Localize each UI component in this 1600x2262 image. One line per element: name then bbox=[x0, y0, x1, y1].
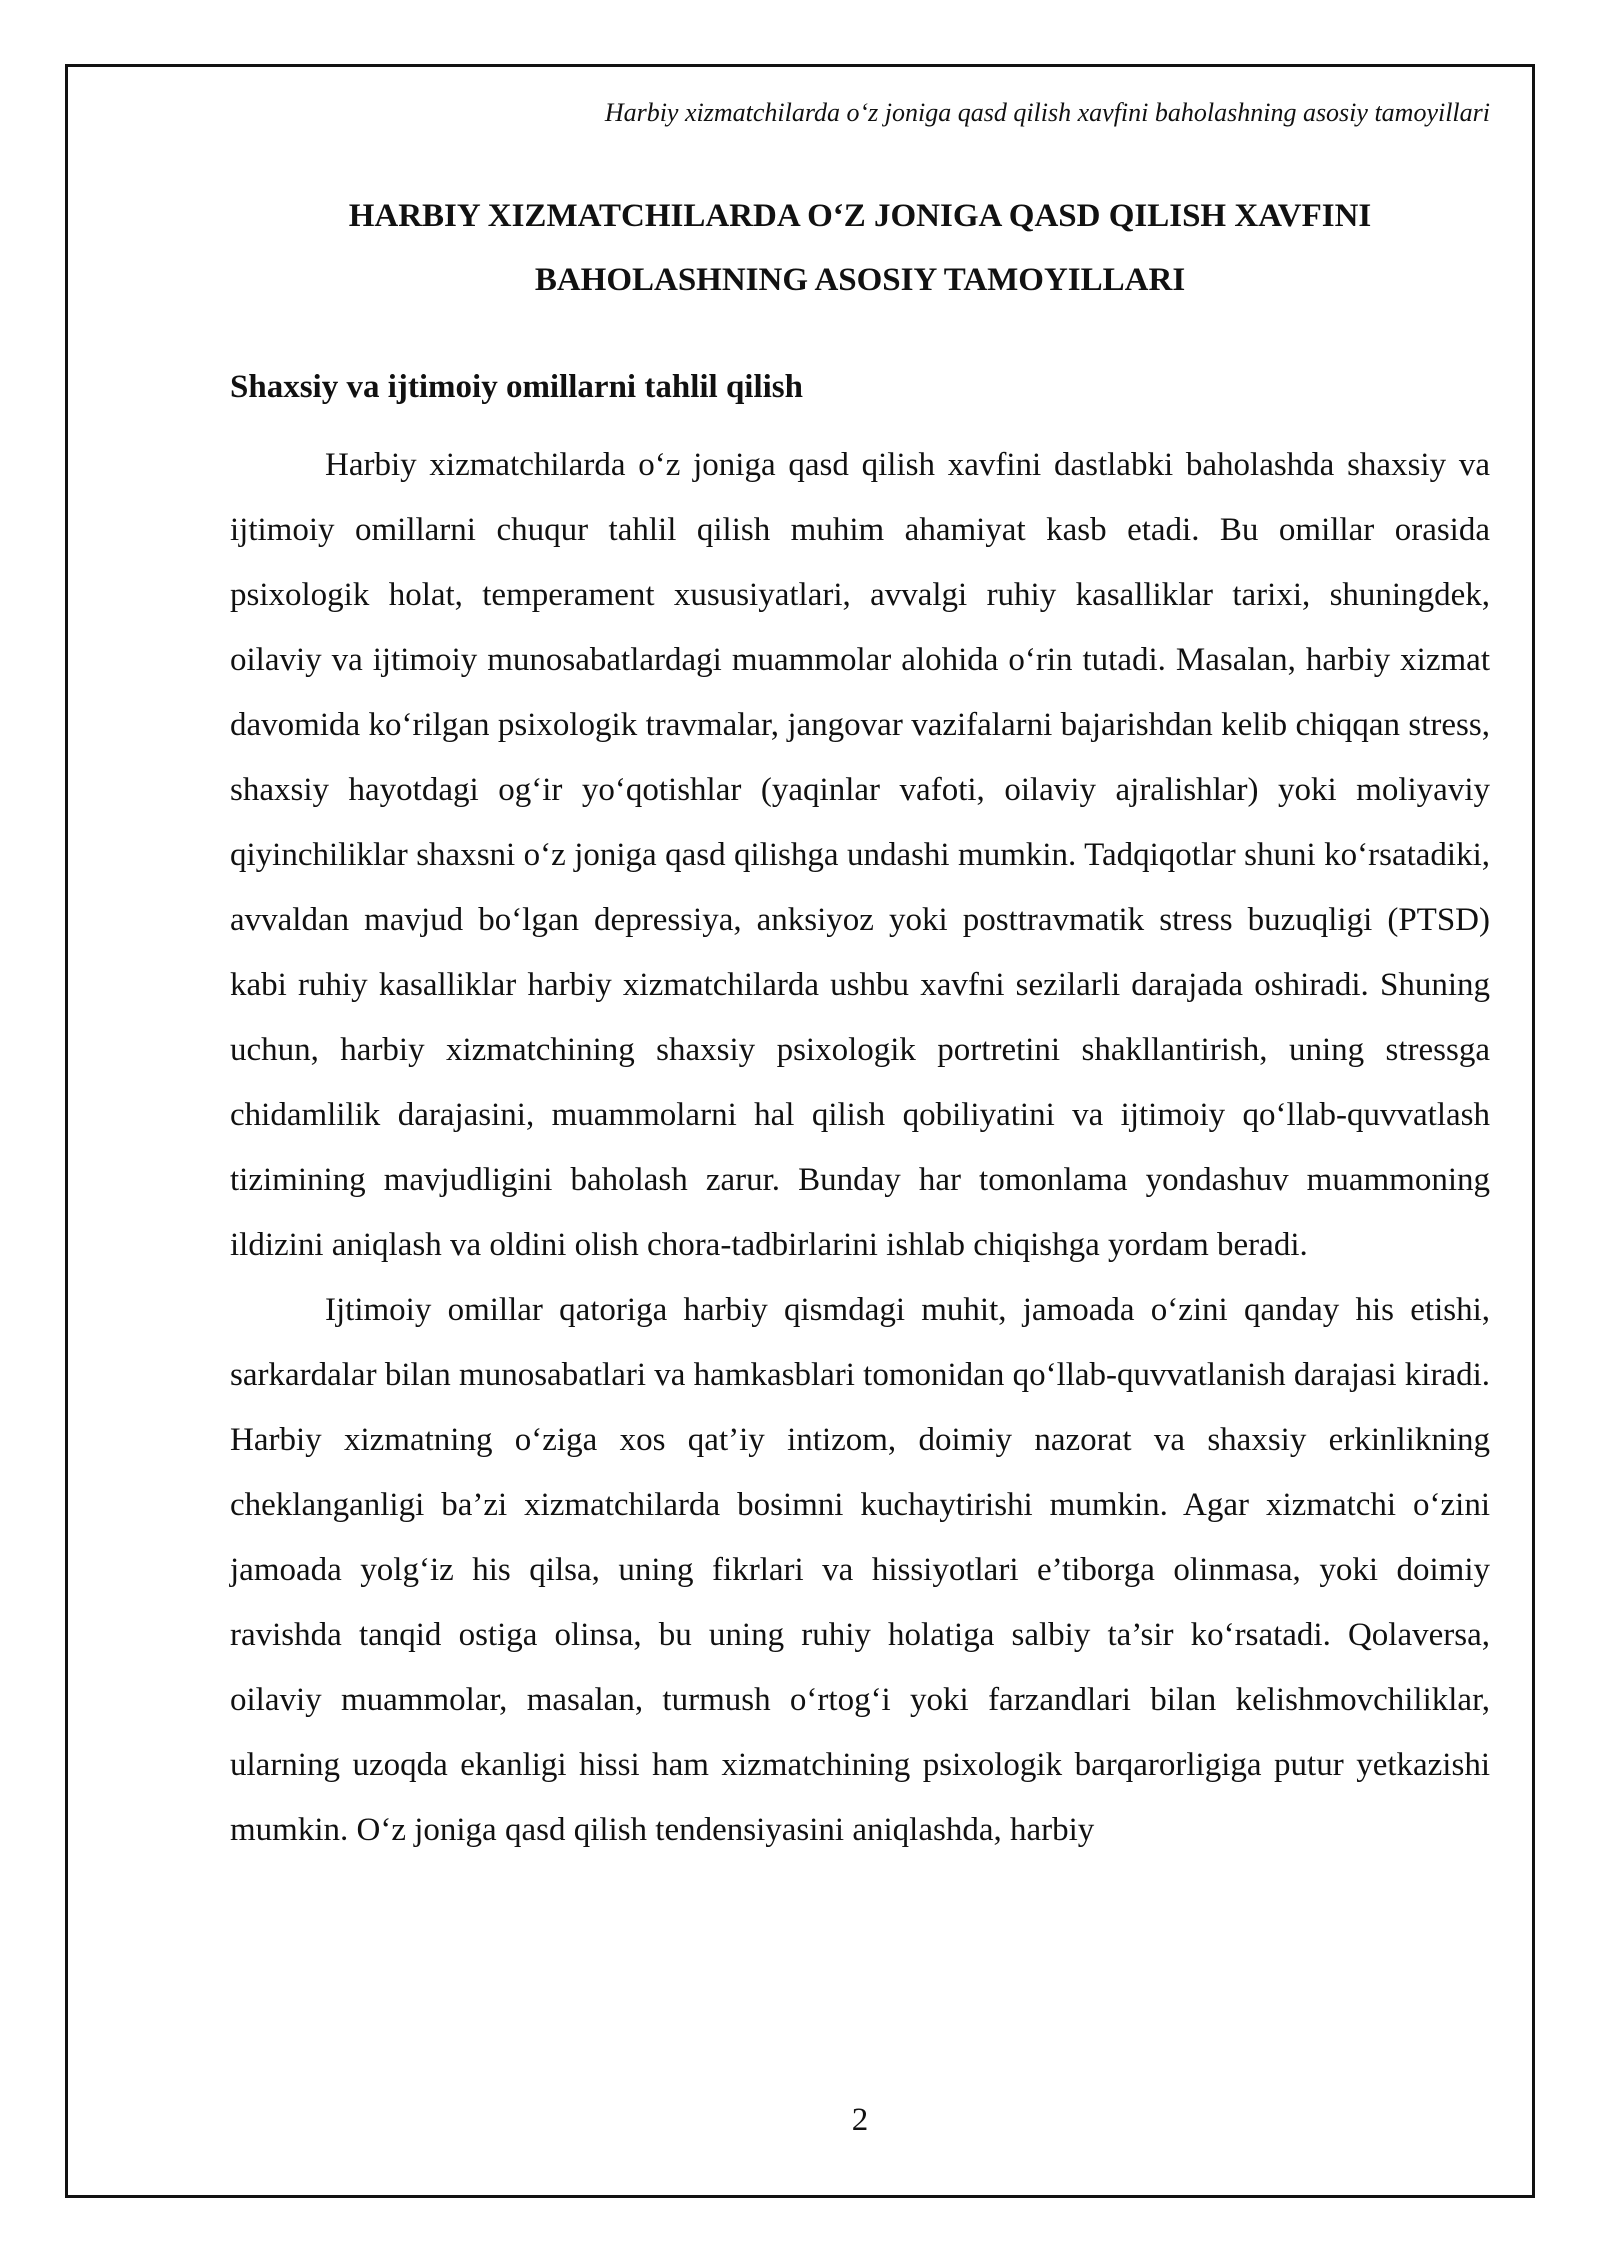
title-line-2: BAHOLASHNING ASOSIY TAMOYILLARI bbox=[534, 262, 1186, 298]
running-header: Harbiy xizmatchilarda o‘z joniga qasd qilish xavfini baholashning asosiy tamoyillari bbox=[604, 98, 1490, 127]
page-number: 2 bbox=[851, 2102, 869, 2138]
document-title bbox=[230, 184, 1490, 312]
paragraph-1: Harbiy xizmatchilarda o‘z joniga qasd qilish xavfini dastlabki baholashda shaxsiy va ijtimoiy omillarni chuqur tahlil qilish muhim ahamiyat kasb etadi. Bu omillar orasida psixologik holat, temperament xususiyatlari, avvalgi ruhiy kasalliklar tarixi, shuningdek, oilaviy va ijtimoiy munosabatlardagi muammolar alohida o‘rin tutadi. Masalan, harbiy xizmat davomida ko‘rilgan psixologik travmalar, jangovar vazifalarni bajarishdan kelib chiqqan stress, shaxsiy hayotdagi og‘ir yo‘qotishlar (yaqinlar vafoti, oilaviy ajralishlar) yoki moliyaviy qiyinchiliklar shaxsni o‘z joniga qasd qilishga undashi mumkin. Tadqiqotlar shuni ko‘rsatadiki, avvaldan mavjud bo‘lgan depressiya, anksiyoz yoki posttravmatik stress buzuqligi (PTSD) kabi ruhiy kasalliklar harbiy xizmatchilarda ushbu xavfni sezilarli darajada oshiradi. Shuning uchun, harbiy xizmatchining shaxsiy psixologik portretini shakllantirish, uning stressga chidamlilik darajasini, muammolarni hal qilish qobiliyatini va ijtimoiy qo‘llab-quvvatlash tizimining mavjudligini baholash zarur. Bunday har tomonlama yondashuv muammoning ildizini aniqlash va oldini olish chora-tadbirlarini ishlab chiqishga yordam beradi. bbox=[230, 447, 1490, 1263]
section-heading: Shaxsiy va ijtimoiy omillarni tahlil qilish bbox=[230, 369, 804, 405]
title-line-1: HARBIY XIZMATCHILARDA O‘Z JONIGA QASD QILISH XAVFINI bbox=[348, 198, 1372, 234]
body-text bbox=[230, 433, 1490, 1863]
paragraph-2: Ijtimoiy omillar qatoriga harbiy qismdagi muhit, jamoada o‘zini qanday his etishi, sarkardalar bilan munosabatlari va hamkasblari tomonidan qo‘llab-quvvatlanish darajasi kiradi. Harbiy xizmatning o‘ziga xos qat’iy intizom, doimiy nazorat va shaxsiy erkinlikning cheklanganligi ba’zi xizmatchilarda bosimni kuchaytirishi mumkin. Agar xizmatchi o‘zini jamoada yolg‘iz his qilsa, uning fikrlari va hissiyotlari e’tiborga olinmasa, yoki doimiy ravishda tanqid ostiga olinsa, bu uning ruhiy holatiga salbiy ta’sir ko‘rsatadi. Qolaversa, oilaviy muammolar, masalan, turmush o‘rtog‘i yoki farzandlari bilan kelishmovchiliklar, ularning uzoqda ekanligi hissi ham xizmatchining psixologik barqarorligiga putur yetkazishi mumkin. O‘z joniga qasd qilish tendensiyasini aniqlashda, harbiy bbox=[230, 1292, 1491, 1848]
